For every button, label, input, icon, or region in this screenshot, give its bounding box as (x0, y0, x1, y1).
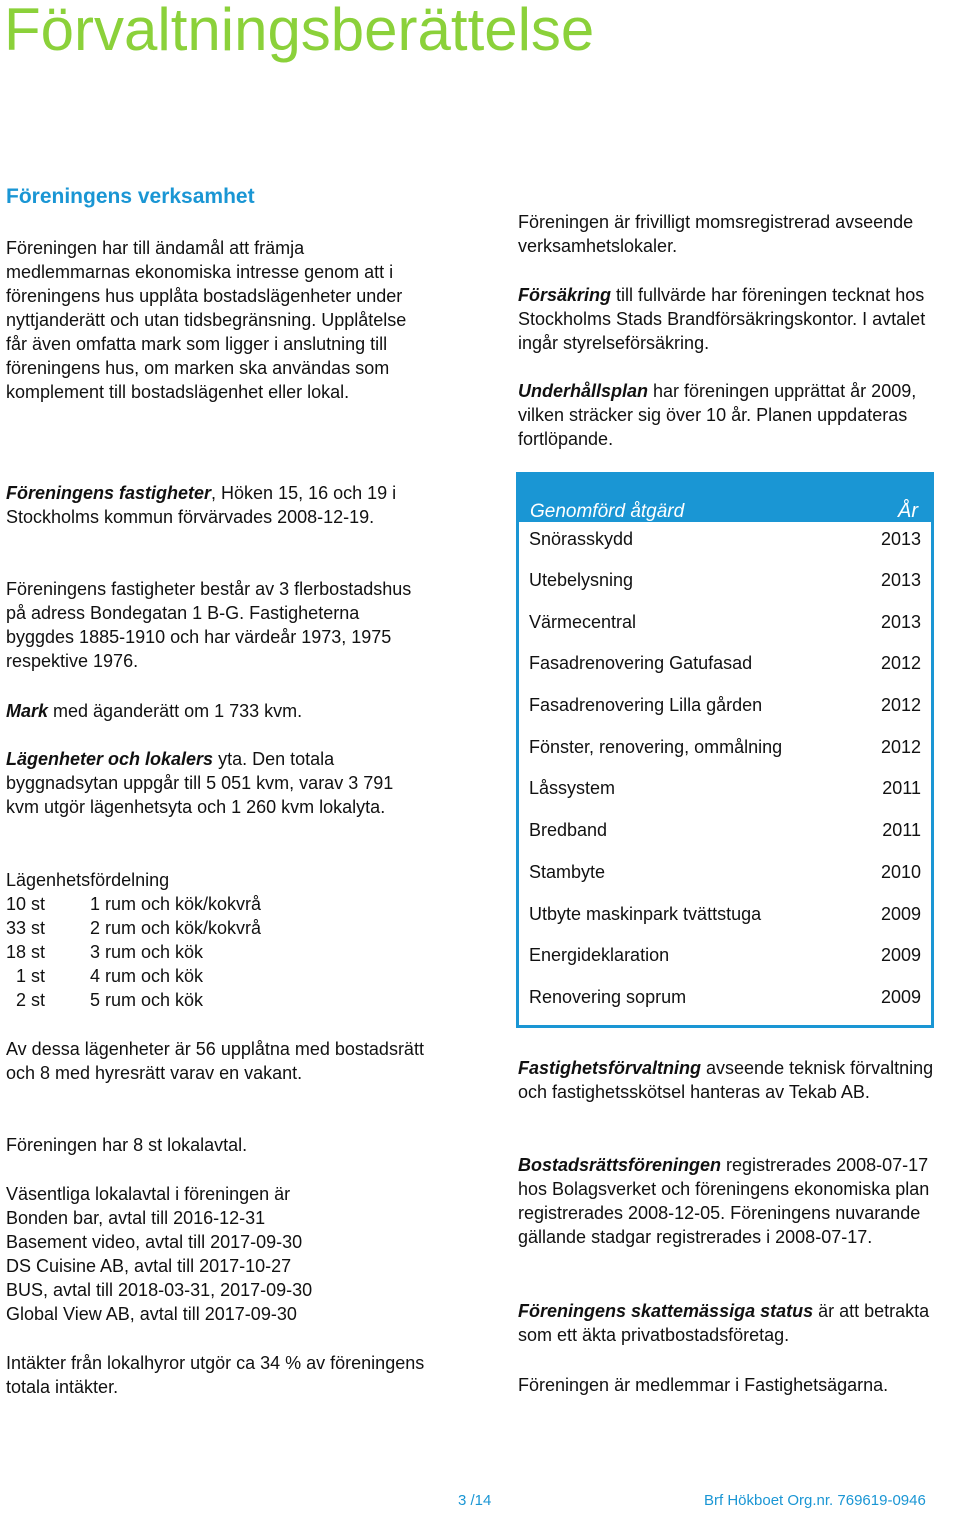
label-property-management: Fastighetsförvaltning (518, 1058, 702, 1078)
table-row (519, 810, 931, 852)
table-row (519, 852, 931, 894)
lease-line: Global View AB, avtal till 2017-09-30 (6, 1304, 297, 1324)
apartment-count: 10 st (6, 894, 46, 914)
paragraph-property-management: Fastighetsförvaltning avseende teknisk förvaltning och fastighetsskötsel hanteras av Tekab AB. (518, 1058, 934, 1102)
table-cell-year: 2009 (880, 986, 921, 1007)
apartment-row (6, 916, 426, 940)
table-header-action: Genomförd åtgärd (530, 501, 685, 522)
table-cell-year: 2009 (880, 903, 921, 924)
text-properties: , Höken 15, 16 och 19 i Stockholms kommun förvärvades 2008-12-19. (6, 483, 397, 527)
table-cell-year: 2009 (880, 945, 921, 966)
table-cell-action: Utebelysning (529, 570, 634, 590)
table-body (516, 522, 934, 1028)
table-row (519, 522, 931, 560)
page-number: 3 /14 (458, 1492, 492, 1509)
table-row (519, 977, 931, 1019)
apartment-type: 4 rum och kök (90, 966, 204, 986)
paragraph-purpose: Föreningen har till ändamål att främja medlemmarnas ekonomiska intresse genom att i föreningens hus upplåta bostadslägenheter under nyttjanderätt och utan tidsbegränsning. Upplåtelse får även omfatta mark som ligger i anslutning till föreningens hus, om marken ska användas som komplement till bostadslägenhet eller lokal. (6, 238, 407, 402)
text-areas: yta. Den totala byggnadsytan uppgår till 5 051 kvm, varav 3 791 kvm utgör lägenhetsyta och 1 260 kvm lokalyta. (6, 749, 394, 817)
label-land: Mark (6, 701, 49, 721)
table-cell-year: 2011 (882, 778, 921, 799)
text-land: med äganderätt om 1 733 kvm. (48, 701, 303, 721)
lease-line: BUS, avtal till 2018-03-31, 2017-09-30 (6, 1280, 313, 1300)
table-row (519, 643, 931, 685)
apartment-row (6, 892, 426, 916)
table-cell-action: Fönster, renovering, ommålning (529, 736, 783, 757)
table-cell-year: 2013 (880, 570, 921, 590)
table-cell-action: Snörasskydd (529, 529, 634, 549)
label-insurance: Försäkring (518, 285, 612, 305)
table-cell-action: Stambyte (529, 861, 606, 882)
table-cell-year: 2013 (880, 611, 921, 632)
label-registration: Bostadsrättsföreningen (518, 1155, 722, 1175)
table-cell-action: Energideklaration (529, 945, 670, 966)
paragraph-maintenance-plan: Underhållsplan har föreningen upprättat år 2009, vilken sträcker sig över 10 år. Planen uppdateras fortlöpande. (518, 381, 917, 449)
apartment-distribution-list (6, 892, 426, 1012)
table-row (519, 935, 931, 977)
apartment-distribution (6, 868, 426, 1012)
paragraph-land (6, 699, 426, 723)
lease-line: Bonden bar, avtal till 2016-12-31 (6, 1208, 266, 1228)
apartment-row (6, 940, 426, 964)
table-row (519, 727, 931, 769)
lease-line: Basement video, avtal till 2017-09-30 (6, 1232, 303, 1252)
table-cell-year: 2010 (880, 861, 921, 882)
paragraph-buildings: Föreningens fastigheter består av 3 flerbostadshus på adress Bondegatan 1 B-G. Fastigheterna byggdes 1885-1910 och har värdeår 1973, 1975 respektive 1976. (6, 579, 412, 671)
apartment-row (6, 988, 426, 1012)
apartment-type: 5 rum och kök (90, 990, 204, 1010)
apartment-count: 2 st (6, 990, 46, 1010)
table-row (519, 560, 931, 602)
apartment-type: 2 rum och kök/kokvrå (90, 918, 262, 938)
paragraph-vat: Föreningen är frivilligt momsregistrerad avseende verksamhetslokaler. (518, 212, 914, 256)
footer-org: Brf Hökboet Org.nr. 769619-0946 (704, 1492, 926, 1509)
apartment-type: 3 rum och kök (90, 942, 204, 962)
apartment-distribution-heading: Lägenhetsfördelning (6, 870, 170, 890)
table-cell-action: Fasadrenovering Gatufasad (529, 653, 753, 674)
page-title: Förvaltningsberättelse (4, 0, 595, 63)
label-areas: Lägenheter och lokalers (6, 749, 214, 769)
paragraph-tax-status: Föreningens skattemässiga status är att betrakta som ett äkta privatbostadsföretag. (518, 1301, 930, 1345)
table-row (519, 602, 931, 644)
table-row (519, 685, 931, 727)
table-cell-year: 2012 (880, 653, 921, 674)
paragraph-rent-income: Intäkter från lokalhyror utgör ca 34 % av föreningens totala intäkter. (6, 1353, 425, 1397)
paragraph-tenure: Av dessa lägenheter är 56 upplåtna med bostadsrätt och 8 med hyresrätt varav en vakant. (6, 1039, 424, 1083)
left-column (6, 236, 426, 404)
table-header-year: År (898, 500, 918, 522)
table-cell-action: Utbyte maskinpark tvättstuga (529, 903, 762, 924)
label-properties: Föreningens fastigheter (6, 483, 212, 503)
table-cell-action: Värmecentral (529, 611, 637, 632)
apartment-count: 33 st (6, 918, 46, 938)
label-maintenance-plan: Underhållsplan (518, 381, 649, 401)
table-cell-action: Fasadrenovering Lilla gården (529, 695, 763, 716)
apartment-row (6, 964, 426, 988)
table-cell-action: Låssystem (529, 778, 616, 799)
apartment-type: 1 rum och kök/kokvrå (90, 894, 262, 914)
paragraph-insurance: Försäkring till fullvärde har föreningen tecknat hos Stockholms Stads Brandförsäkringskontor. I avtalet ingår styrelseförsäkring. (518, 285, 926, 353)
table-row (519, 894, 931, 936)
paragraph-lease-count: Föreningen har 8 st lokalavtal. (6, 1135, 248, 1155)
paragraph-registration: Bostadsrättsföreningen registrerades 2008-07-17 hos Bolagsverket och föreningens ekonomiska plan registrerades 2008-12-05. Föreningens nuvarande gällande stadgar registrerades i 2008-07-17. (518, 1155, 930, 1247)
table-cell-year: 2011 (882, 820, 921, 841)
paragraph-membership: Föreningen är medlemmar i Fastighetsägarna. (518, 1375, 889, 1395)
table-cell-year: 2012 (880, 695, 921, 716)
apartment-count: 18 st (6, 942, 46, 962)
table-cell-year: 2013 (880, 529, 921, 549)
lease-agreements (6, 1182, 426, 1326)
label-tax-status: Föreningens skattemässiga status (518, 1301, 814, 1321)
table-header (516, 472, 934, 522)
paragraph-properties (6, 481, 426, 529)
table-cell-action: Bredband (529, 820, 608, 841)
maintenance-table (516, 472, 934, 1028)
lease-line: Väsentliga lokalavtal i föreningen är (6, 1184, 291, 1204)
lease-line: DS Cuisine AB, avtal till 2017-10-27 (6, 1256, 292, 1276)
paragraph-areas (6, 747, 426, 819)
table-row (519, 768, 931, 810)
table-cell-year: 2012 (880, 736, 921, 757)
table-cell-action: Renovering soprum (529, 986, 687, 1007)
section-heading: Föreningens verksamhet (6, 185, 255, 208)
apartment-count: 1 st (6, 966, 46, 986)
